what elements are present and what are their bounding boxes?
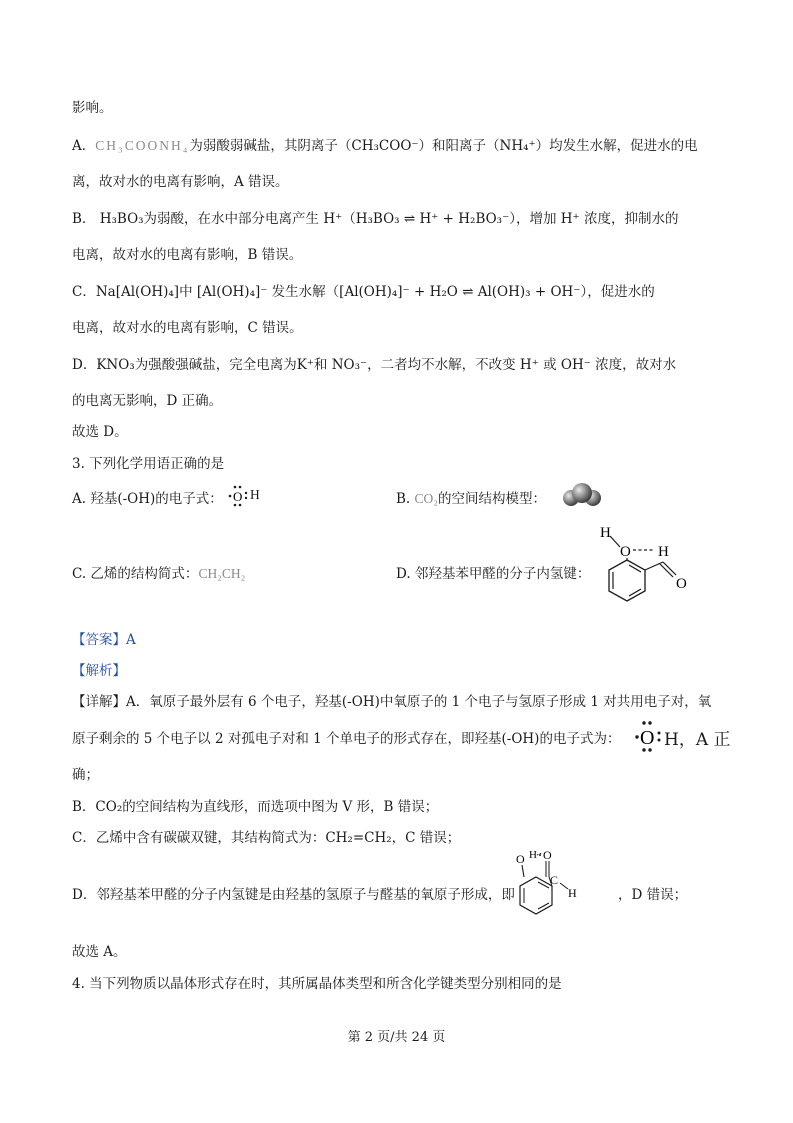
atom-o: O xyxy=(516,852,525,866)
option-d-label: D. 邻羟基苯甲醛的分子内氢键： xyxy=(396,566,591,582)
question-3: 3. 下列化学用语正确的是 xyxy=(72,456,225,472)
atom-h: H xyxy=(529,849,537,861)
detail-line: C．乙烯中含有碳碳双键，其结构简式为：CH₂=CH₂，C 错误； xyxy=(72,830,461,846)
option-c-label: C. 乙烯的结构简式： xyxy=(72,566,199,582)
detail-line-d xyxy=(72,883,515,903)
answer: 【答案】A xyxy=(72,632,136,648)
atom-o-carbonyl: O xyxy=(676,576,687,592)
option-a-paragraph xyxy=(72,134,698,154)
atom-h-aldehyde: H xyxy=(568,886,577,900)
text-line: 的电离无影响，D 正确。 xyxy=(72,393,223,409)
o-hydroxybenzaldehyde-structure xyxy=(598,520,698,612)
text-line: 电离，故对水的电离有影响，C 错误。 xyxy=(72,320,303,336)
detail-line-electron xyxy=(72,727,620,747)
text-line: 电离，故对水的电离有影响，B 错误。 xyxy=(72,247,303,263)
conclusion: 故选 A。 xyxy=(72,944,127,960)
detail-text: 原子剩余的 5 个电子以 2 对孤电子对和 1 个单电子的形式存在，即羟基(-OH)的电子式为： xyxy=(72,731,621,747)
detail-text-end: H，A 正 xyxy=(664,730,731,750)
option-b-label: B. xyxy=(396,491,411,507)
text: 为弱酸弱碱盐，其阴离子（CH₃COO⁻）和阳离子（NH₄⁺）均发生水解，促进水的电 xyxy=(189,138,698,154)
atom-h: H xyxy=(600,525,611,541)
svg-text:C: C xyxy=(550,873,559,887)
option-label: A． xyxy=(72,138,96,154)
text-line: 故选 D。 xyxy=(72,424,128,440)
atom-o-carbonyl: O xyxy=(543,848,552,862)
formula: CH₃COONH₄ xyxy=(95,138,190,153)
atom-o: O xyxy=(620,544,631,560)
option-b xyxy=(396,487,546,507)
option-a-formula: H xyxy=(250,487,260,502)
electron-dot-oxygen-large xyxy=(634,720,664,754)
atom-h-aldehyde: H xyxy=(658,544,669,560)
option-c xyxy=(72,562,245,582)
analysis-heading: 【解析】 xyxy=(72,663,126,679)
detail-line: 【详解】A．氧原子最外层有 6 个电子，羟基(-OH)中氧原子的 1 个电子与氢原子形成 1 对共用电子对，氧 xyxy=(72,694,712,710)
detail-text: D．邻羟基苯甲醛的分子内氢键是由羟基的氢原子与醛基的氧原子形成，即 xyxy=(72,887,515,903)
option-c-formula: CH₂CH₂ xyxy=(198,566,246,581)
page-footer: 第 2 页/共 24 页 xyxy=(347,1030,446,1045)
detail-line: 确； xyxy=(72,767,99,783)
detail-line: B．CO₂的空间结构为直线形，而选项中图为 V 形，B 错误； xyxy=(72,799,439,815)
option-b-text: 的空间结构模型： xyxy=(437,491,546,507)
co2-space-filling-model xyxy=(562,481,602,511)
text-line: 离，故对水的电离有影响，A 错误。 xyxy=(72,174,289,190)
oxygen-symbol: O xyxy=(233,489,243,504)
oxygen-symbol: O xyxy=(640,727,655,749)
o-hydroxybenzaldehyde-structure-small xyxy=(516,849,616,929)
detail-text-end: ，D 错误； xyxy=(618,887,688,903)
text-line: C．Na[Al(OH)₄]中 [Al(OH)₄]⁻ 发生水解（[Al(OH)₄]⁻ + H₂O ⇌ Al(OH)₃ + OH⁻），促进水的 xyxy=(72,284,655,300)
option-a-label: A. 羟基(-OH)的电子式： xyxy=(72,491,223,507)
text-line: B． H₃BO₃为弱酸，在水中部分电离产生 H⁺（H₃BO₃ ⇌ H⁺ + H₂BO₃⁻），增加 H⁺ 浓度，抑制水的 xyxy=(72,211,679,227)
option-b-formula: CO₂ xyxy=(414,491,438,506)
question-4: 4. 当下列物质以晶体形式存在时，其所属晶体类型和所含化学键类型分别相同的是 xyxy=(72,976,562,992)
option-a xyxy=(72,487,223,507)
text-line: D．KNO₃为强酸强碱盐，完全电离为K⁺和 NO₃⁻，二者均不水解，不改变 H⁺ 或 OH⁻ 浓度，故对水 xyxy=(72,357,677,373)
text-line: 影响。 xyxy=(72,100,113,116)
electron-dot-oxygen xyxy=(228,484,248,508)
